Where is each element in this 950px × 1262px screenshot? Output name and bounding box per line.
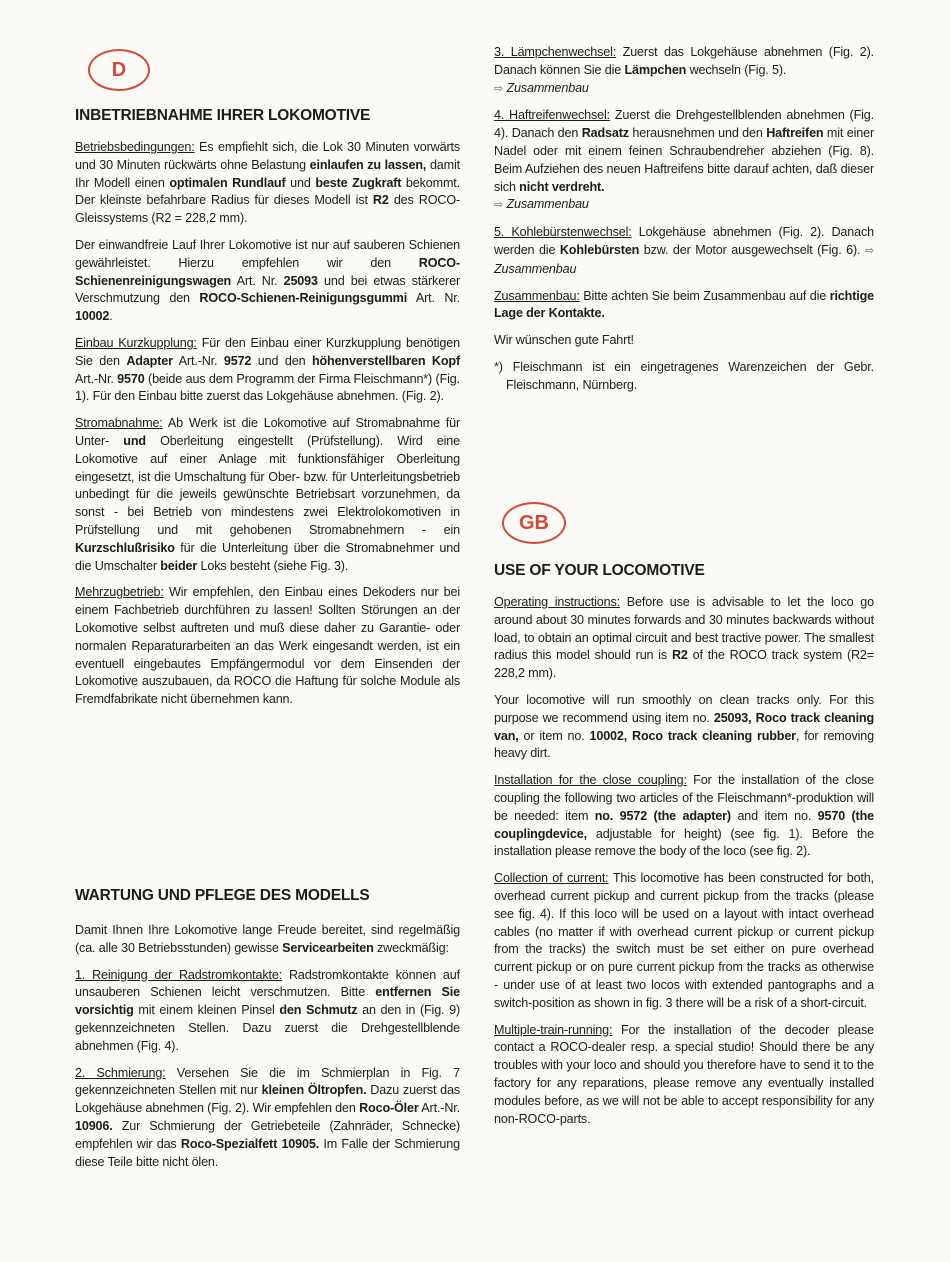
paragraph-stromabnahme: Stromabnahme: Ab Werk ist die Lokomotive auf Stromabnahme für Unter- und Oberleitung eingestellt (Prüfstellung). Wird eine Lokomotive auf einer Anlage mit funktionsfähiger Oberleitung eingesetzt, ist die Umschaltung für Ober- bzw. für Unterleitungsbetrieb unbedingt für die jeweils gewünschte Betriebsart vorzunehmen, da sonst - bei Betrieb von mindestens zwei Elektrolokomotiven in Prüfstellung und mit gehobenen Stromabnehmern - ein Kurzschlußrisiko für die Unterleitung über die Stromabnehmer und die Umschalter beider Loks besteht (siehe Fig. 3).	[75, 416, 460, 573]
arrow-icon: ⇨	[864, 244, 874, 257]
section-body-use	[494, 594, 874, 1137]
paragraph-clean-tracks: Your locomotive will run smoothly on clean tracks only. For this purpose we recommend using item no. 25093, Roco track cleaning van, or item no. 10002, Roco track cleaning rubber, for removing heavy dirt.	[494, 692, 875, 761]
paragraph-kohlebuerstenwechsel: 5. Kohlebürstenwechsel: Lokgehäuse abnehmen (Fig. 2). Danach werden die Kohlebürsten bzw. der Motor ausgewechselt (Fig. 6). ⇨ Zusammenbau	[494, 225, 874, 276]
paragraph-schmierung: 2. Schmierung: Versehen Sie die im Schmierplan in Fig. 7 gekennzeichneten Stellen mit nur kleinen Öltropfen. Dazu zuerst das Lokgehäuse abnehmen (Fig. 2). Wir empfehlen den Roco-Öler Art.-Nr. 10906. Zur Schmierung der Getriebeteile (Zahnräder, Schnecke) empfehlen wir das Roco-Spezialfett 10905. Im Falle der Schmierung diese Teile bitte nicht ölen.	[75, 1065, 460, 1169]
paragraph-laempchenwechsel: 3. Lämpchenwechsel: Zuerst das Lokgehäuse abnehmen (Fig. 2). Danach können Sie die Lämpchen wechseln (Fig. 5). ⇨ Zusammenbau	[494, 45, 875, 95]
paragraph-betriebsbedingungen: Betriebsbedingungen: Es empfiehlt sich, die Lok 30 Minuten vorwärts und 30 Minuten rückwärts ohne Belastung einlaufen zu lassen, damit Ihr Modell einen optimalen Rundlauf und beste Zugkraft bekommt. Der kleinste befahrbare Radius für dieses Modell ist R2 des ROCO-Gleissystems (R2 = 228,2 mm).	[75, 140, 461, 226]
paragraph-operating-instructions: Operating instructions: Before use is advisable to let the loco go around about 30 minutes forwards and 30 minutes backwards without load, to obtain an optimal circuit and best tractive power. The smallest radius this model should run is R2 of the ROCO track system (R2= 228,2 mm).	[494, 595, 874, 681]
section-body-wartung	[75, 922, 460, 1180]
language-badge-gb: GB	[502, 502, 566, 544]
paragraph-mehrzugbetrieb: Mehrzugbetrieb: Wir empfehlen, den Einbau eines Dekoders nur bei einem Fachbetrieb durchführen zu lassen! Sollten Störungen an der Lokomotive selbst auftreten und muß diese daher zu Garantie- oder normalen Reparaturarbeiten an das Werk eingesandt werden, ist ein eventuell eingebautes Empfängermodul vor dem Einsenden der Lokomotive auszubauen, da ROCO die Haftung für solche Module als Fremdfabrikate nicht übernehmen kann.	[75, 585, 460, 707]
paragraph-haftreifenwechsel: 4. Haftreifenwechsel: Zuerst die Drehgestellblenden abnehmen (Fig. 4). Danach den Radsatz herausnehmen und den Haftreifen mit einer Nadel oder mit einem feinen Schraubendreher abziehen (Fig. 8). Beim Aufziehen des neuen Haftreifens bitte darauf achten, daß dieser sich nicht verdreht. ⇨ Zusammenbau	[494, 108, 874, 212]
section-heading-wartung: WARTUNG UND PFLEGE DES MODELLS	[75, 887, 370, 904]
paragraph-radstromkontakte: 1. Reinigung der Radstromkontakte: Radstromkontakte können auf unsauberen Schienen leicht verschmutzen. Bitte entfernen Sie vorsichtig mit einem kleinen Pinsel den Schmutz an den in (Fig. 9) gekennzeichneten Stellen. Dazu zuerst die Drehgestellblende abnehmen (Fig. 4).	[75, 967, 460, 1053]
paragraph-multiple-train: Multiple-train-running: For the installation of the decoder please contact a ROCO-dealer resp. a special studio! Should there be any troubles with your loco and should you therefore have to send it to the factory for any reparations, please remove any eventually installed modules before, as we will not be able to accept responsibility for any non-ROCO-parts.	[494, 1022, 874, 1126]
paragraph-collection-of-current: Collection of current: This locomotive has been constructed for both, overhead current pickup and current pickup from the tracks (please see fig. 4). If this loco will be used on a layout with intact overhead cables (no matter if with overhead current pickup or current pickup from the tracks) the switch must be set either on pure overhead current pickup or on pure current pickup from the tracks as otherwise - under use of at least two locos with extended pantographs and a switch-position as shown in fig. 3 there will be a risk of a short-circuit.	[494, 871, 874, 1010]
paragraph-reinigung: Der einwandfreie Lauf Ihrer Lokomotive ist nur auf sauberen Schienen gewährleistet. Hierzu empfehlen wir den ROCO-Schienenreinigungswagen Art. Nr. 25093 und bei etwas stärkerer Verschmutzung den ROCO-Schienen-Reinigungsgummi Art. Nr. 10002.	[75, 237, 460, 324]
paragraph-zusammenbau: Zusammenbau: Bitte achten Sie beim Zusammenbau auf die richtige Lage der Kontakte.	[494, 288, 874, 321]
paragraph-einbau-kurzkupplung: Einbau Kurzkupplung: Für den Einbau einer Kurzkupplung benötigen Sie den Adapter Art.-Nr. 9572 und den höhenverstellbaren Kopf Art.-Nr. 9570 (beide aus dem Programm der Firma Fleischmann*) (Fig. 1). Für den Einbau bitte zuerst das Lokgehäuse abnehmen. (Fig. 2).	[75, 335, 460, 404]
section-body-wartung-cont	[494, 44, 874, 404]
section-heading-inbetriebnahme: INBETRIEBNAHME IHRER LOKOMOTIVE	[75, 107, 371, 124]
language-badge-de: D	[88, 49, 150, 91]
section-heading-use: USE OF YOUR LOCOMOTIVE	[494, 562, 705, 579]
paragraph-gute-fahrt: Wir wünschen gute Fahrt!	[494, 333, 634, 348]
arrow-icon: ⇨	[494, 199, 504, 212]
footnote-fleischmann: *) Fleischmann ist ein eingetragenes Warenzeichen der Gebr. Fleischmann, Nürnberg.	[494, 359, 874, 392]
paragraph-close-coupling: Installation for the close coupling: For the installation of the close coupling the following two articles of the Fleischmann*-produktion will be needed: item no. 9572 (the adapter) and item no. 9570 (the couplingdevice, adjustable for height) (see fig. 1). Before the installation please remove the body of the loco (see fig. 2).	[494, 773, 875, 859]
paragraph-servicearbeiten: Damit Ihnen Ihre Lokomotive lange Freude bereitet, sind regelmäßig (ca. alle 30 Betriebsstunden) gewisse Servicearbeiten zweckmäßig:	[75, 923, 460, 955]
section-body-inbetriebnahme	[75, 139, 460, 718]
arrow-icon: ⇨	[494, 82, 504, 95]
